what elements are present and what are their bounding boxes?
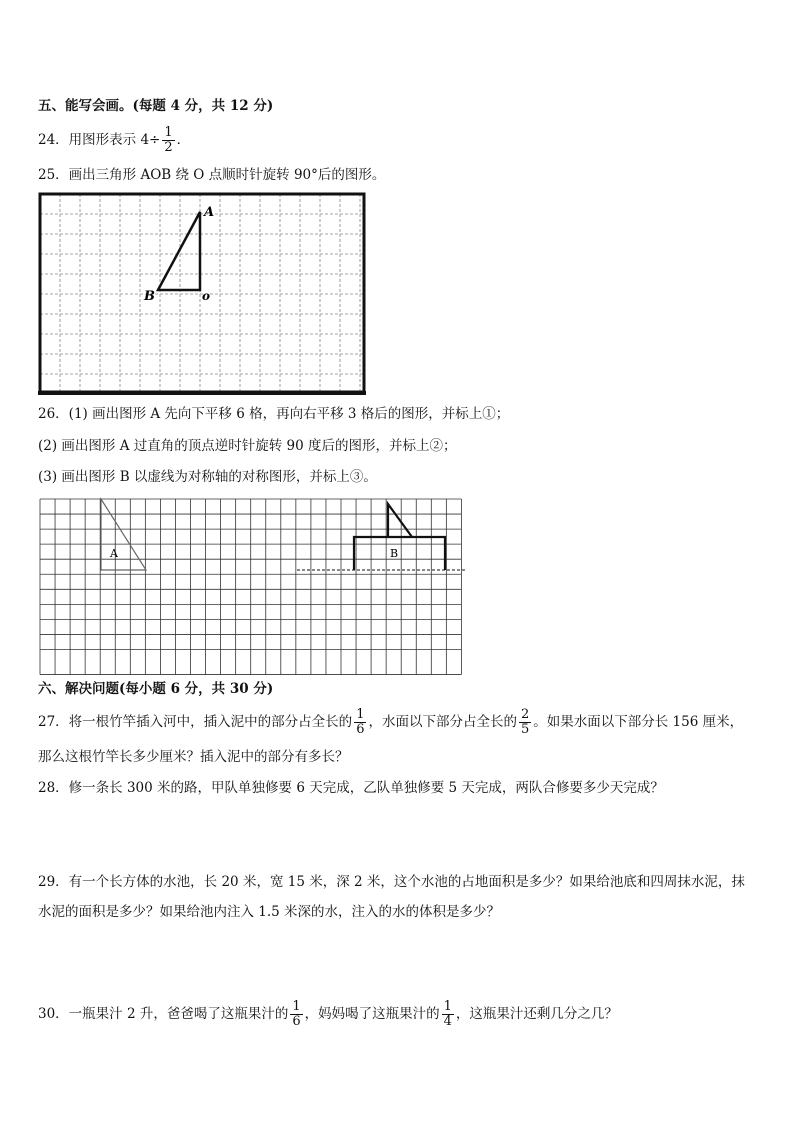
q30-fraction-1: $\frac{1}{6}$	[292, 999, 301, 1029]
q27-part-3: 。如果水面以下部分长 156 厘米，	[533, 714, 744, 730]
q27-fraction-1: $\frac{1}{6}$	[356, 707, 365, 737]
q30-fraction-2: $\frac{1}{4}$	[443, 999, 452, 1029]
q24-fraction: $\frac{1}{2}$	[164, 125, 173, 155]
q26-grid-lines	[40, 499, 461, 675]
q30-part-1: 30．一瓶果汁 2 升，爸爸喝了这瓶果汁的	[38, 1006, 289, 1022]
shape-b-label: B	[390, 547, 399, 560]
question-28: 28．修一条长 300 米的路，甲队单独修要 6 天完成，乙队单独修要 5 天完成，两队合修要多少天完成？	[38, 780, 664, 796]
question-29-line-1: 29．有一个长方体的水池，长 20 米，宽 15 米，深 2 米，这个水池的占地面积是多少？如果给池底和四周抹水泥，抹	[38, 874, 745, 890]
label-b: B	[144, 289, 155, 304]
section-6-heading: 六、解决问题(每小题 6 分，共 30 分)	[38, 681, 274, 697]
question-26-part-2: (2) 画出图形 A 过直角的顶点逆时针旋转 90 度后的图形，并标上②；	[38, 438, 457, 454]
question-29-line-2: 水泥的面积是多少？如果给池内注入 1.5 米深的水，注入的水的体积是多少？	[38, 904, 501, 920]
question-30	[38, 1000, 618, 1029]
q27-part-2: ，水面以下部分占全长的	[368, 714, 517, 730]
label-a: A	[204, 205, 215, 220]
q27-fraction-2: $\frac{2}{5}$	[520, 707, 530, 737]
question-27-line-2: 那么这根竹竿长多少厘米？插入泥中的部分有多长？	[38, 749, 349, 765]
q27-part-1: 27．将一根竹竿插入河中，插入泥中的部分占全长的	[38, 714, 353, 730]
question-26-part-3: (3) 画出图形 B 以虚线为对称轴的对称图形，并标上③。	[38, 469, 377, 485]
q25-grid-figure	[38, 192, 368, 397]
shape-b-triangle	[388, 504, 412, 537]
label-o: o	[202, 289, 211, 303]
question-27-line-1	[38, 708, 743, 737]
question-26-part-1: 26．(1) 画出图形 A 先向下平移 6 格，再向右平移 3 格后的图形，并标上①；	[38, 406, 510, 422]
section-5-heading: 五、能写会画。(每题 4 分，共 12 分)	[38, 98, 274, 114]
triangle-aob	[158, 212, 200, 290]
q30-part-2: ，妈妈喝了这瓶果汁的	[304, 1006, 440, 1022]
q30-part-3: ，这瓶果汁还剩几分之几？	[455, 1006, 618, 1022]
question-24	[38, 126, 190, 155]
q24-text-after: ．	[176, 132, 191, 148]
q24-text: 24．用图形表示 4÷	[38, 132, 161, 148]
q26-grid-figure	[40, 499, 466, 675]
question-25: 25．画出三角形 AOB 绕 O 点顺时针旋转 90°后的图形。	[38, 167, 386, 183]
shape-a-label: A	[110, 547, 118, 560]
